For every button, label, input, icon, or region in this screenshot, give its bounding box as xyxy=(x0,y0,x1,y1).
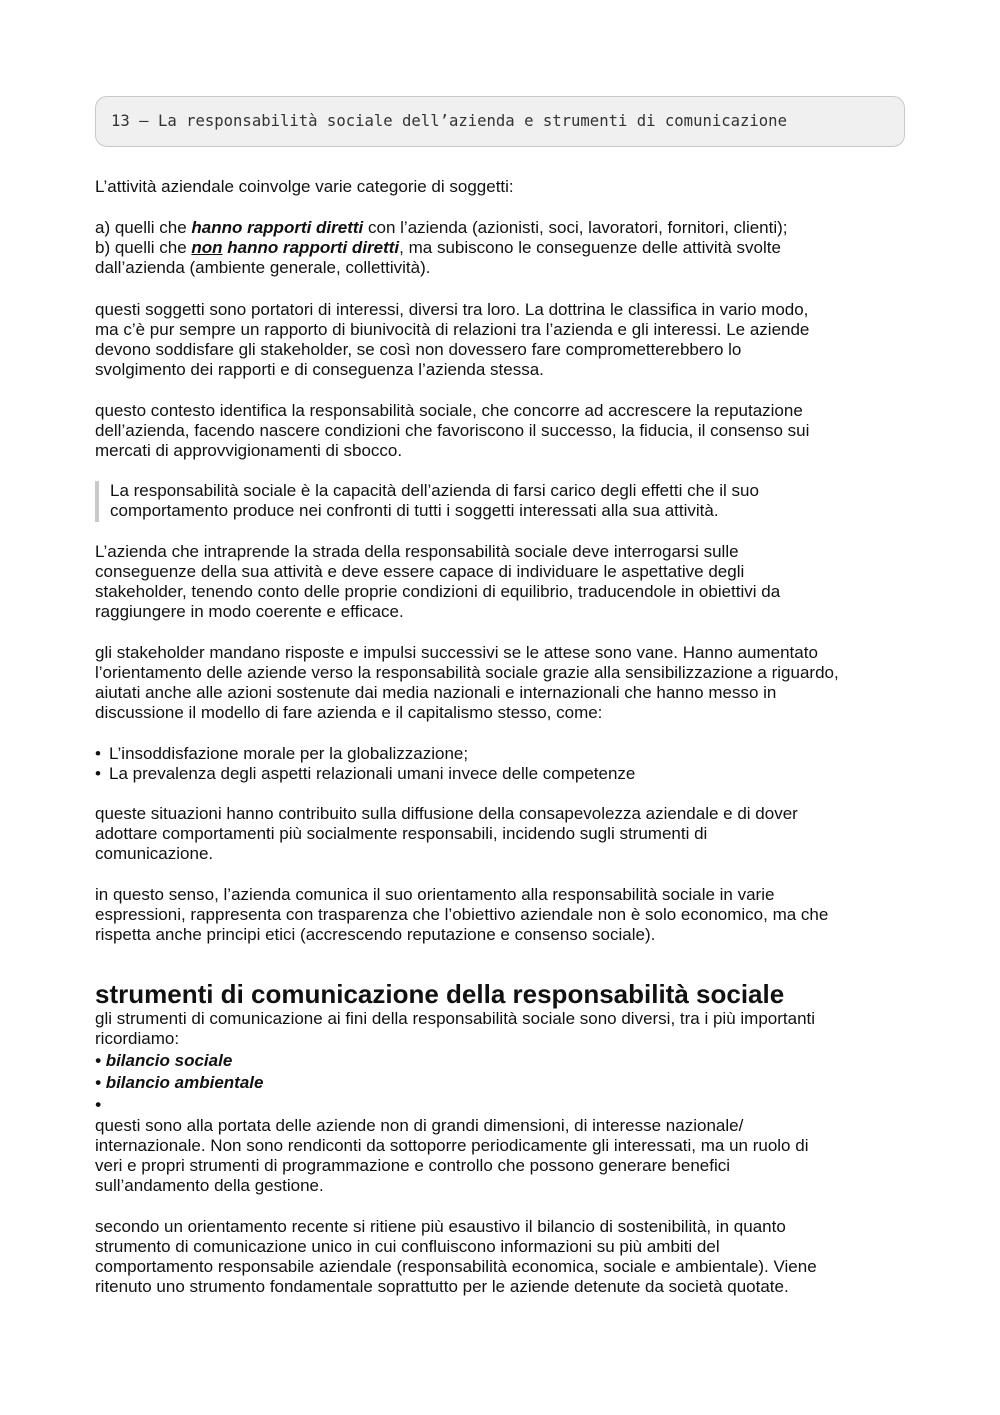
text-line: questi soggetti sono portatori di interessi, diversi tra loro. La dottrina le classifica in vario modo, xyxy=(95,300,809,319)
category-a-suffix: con l’azienda (azionisti, soci, lavoratori, fornitori, clienti); xyxy=(363,218,788,237)
bullet-list-causes xyxy=(95,744,907,784)
text-line: queste situazioni hanno contribuito sulla diffusione della consapevolezza aziendale e di dover xyxy=(95,804,798,823)
chapter-title: 13 – La responsabilità sociale dell’azienda e strumenti di comunicazione xyxy=(111,112,787,130)
text-line: adottare comportamenti più socialmente responsabili, incidendo sugli strumenti di xyxy=(95,824,708,843)
paragraph-stakeholders xyxy=(95,300,907,380)
text-line: gli strumenti di comunicazione ai fini della responsabilità sociale sono diversi, tra i più importanti xyxy=(95,1009,816,1028)
text-line: conseguenze della sua attività e deve essere capace di individuare le aspettative degli xyxy=(95,562,745,581)
text-line: sull’andamento della gestione. xyxy=(95,1176,324,1195)
categories-list xyxy=(95,218,907,278)
text-line: stakeholder, tenendo conto delle proprie condizioni di equilibrio, traducendole in obiettivi da xyxy=(95,582,781,601)
list-item xyxy=(95,1094,907,1116)
category-b-underlined: non xyxy=(191,238,223,257)
category-b-suffix-1: , ma subiscono le conseguenze delle attività svolte xyxy=(399,238,781,257)
bullet-icon: • xyxy=(95,764,101,783)
paragraph-impulsi xyxy=(95,643,907,723)
text-line: espressioni, rappresenta con trasparenza che l’obiettivo aziendale non è solo economico, ma che xyxy=(95,905,829,924)
paragraph-azienda xyxy=(95,542,907,622)
text-line: discussione il modello di fare azienda e il capitalismo stesso, come: xyxy=(95,703,603,722)
text-line: dell’azienda, facendo nascere condizioni che favoriscono il successo, la fiducia, il consenso sui xyxy=(95,421,810,440)
quote-line: comportamento produce nei confronti di tutti i soggetti interessati alla sua attività. xyxy=(110,501,719,520)
intro-text: L’attività aziendale coinvolge varie categorie di soggetti: xyxy=(95,177,514,196)
text-line: L’azienda che intraprende la strada della responsabilità sociale deve interrogarsi sulle xyxy=(95,542,739,561)
text-line: questo contesto identifica la responsabilità sociale, che concorre ad accrescere la reputazione xyxy=(95,401,803,420)
text-line: ritenuto uno strumento fondamentale soprattutto per le aziende detenute da società quotate. xyxy=(95,1277,789,1296)
bullet-icon: • xyxy=(95,1051,101,1070)
list-item: • La prevalenza degli aspetti relazionali umani invece delle competenze xyxy=(95,764,636,783)
text-line: raggiungere in modo coerente e efficace. xyxy=(95,602,404,621)
text-line: comportamento responsabile aziendale (responsabilità economica, sociale e ambientale). Viene xyxy=(95,1257,817,1276)
bullet-icon: • xyxy=(95,1073,101,1092)
category-a xyxy=(95,218,907,238)
quote-line: La responsabilità sociale è la capacità dell’azienda di farsi carico degli effetti che il suo xyxy=(110,481,759,500)
section-heading: strumenti di comunicazione della responsabilità sociale xyxy=(95,979,785,1009)
text-line: internazionale. Non sono rendiconti da sottoporre periodicamente gli interessati, ma un ruolo di xyxy=(95,1136,809,1155)
category-b xyxy=(95,238,907,258)
list-item: • L’insoddisfazione morale per la globalizzazione; xyxy=(95,744,469,763)
paragraph-context xyxy=(95,401,907,461)
category-b-emphasis: hanno rapporti diretti xyxy=(222,238,400,257)
category-b-line2: dall’azienda (ambiente generale, collettività). xyxy=(95,258,431,277)
definition-quote xyxy=(95,481,907,522)
list-item xyxy=(95,1050,907,1072)
text-line: aiutati anche alle azioni sostenute dai media nazionali e internazionali che hanno messo in xyxy=(95,683,777,702)
category-a-prefix: a) quelli che xyxy=(95,218,192,237)
paragraph-situazioni xyxy=(95,804,907,864)
chapter-header-box xyxy=(95,96,905,147)
paragraph-sostenibilita xyxy=(95,1217,907,1297)
text-line: secondo un orientamento recente si ritiene più esaustivo il bilancio di sostenibilità, in quanto xyxy=(95,1217,786,1236)
text-line: devono soddisfare gli stakeholder, se così non dovessero fare comprometterebbero lo xyxy=(95,340,742,359)
section-intro xyxy=(95,1009,907,1049)
paragraph-portata xyxy=(95,1116,907,1196)
text-line: mercati di approvvigionamenti di sbocco. xyxy=(95,441,403,460)
text-line: l’orientamento delle aziende verso la responsabilità sociale grazie alla sensibilizzazione a riguardo, xyxy=(95,663,839,682)
text-line: ma c’è pur sempre un rapporto di biunivocità di relazioni tra l’azienda e gli interessi. Le aziende xyxy=(95,320,810,339)
text-line: in questo senso, l’azienda comunica il suo orientamento alla responsabilità sociale in varie xyxy=(95,885,775,904)
bullet-icon: • xyxy=(95,744,101,763)
bullet-list-tools xyxy=(95,1050,907,1116)
paragraph-senso xyxy=(95,885,907,945)
text-line: gli stakeholder mandano risposte e impulsi successivi se le attese sono vane. Hanno aumentato xyxy=(95,643,818,662)
text-line: comunicazione. xyxy=(95,844,214,863)
tool-bilancio-sociale: bilancio sociale xyxy=(105,1051,233,1070)
text-line: rispetta anche principi etici (accrescendo reputazione e consenso sociale). xyxy=(95,925,656,944)
text-line: questi sono alla portata delle aziende non di grandi dimensioni, di interesse nazionale/ xyxy=(95,1116,744,1135)
list-item xyxy=(95,1072,907,1094)
text-line: veri e propri strumenti di programmazione e controllo che possono generare benefici xyxy=(95,1156,731,1175)
text-line: strumento di comunicazione unico in cui confluiscono informazioni su più ambiti del xyxy=(95,1237,720,1256)
bullet-icon: • xyxy=(95,1095,101,1114)
category-b-prefix: b) quelli che xyxy=(95,238,192,257)
text-line: ricordiamo: xyxy=(95,1029,180,1048)
tool-bilancio-ambientale: bilancio ambientale xyxy=(105,1073,264,1092)
category-a-emphasis: hanno rapporti diretti xyxy=(191,218,364,237)
text-line: svolgimento dei rapporti e di conseguenza l’azienda stessa. xyxy=(95,360,544,379)
